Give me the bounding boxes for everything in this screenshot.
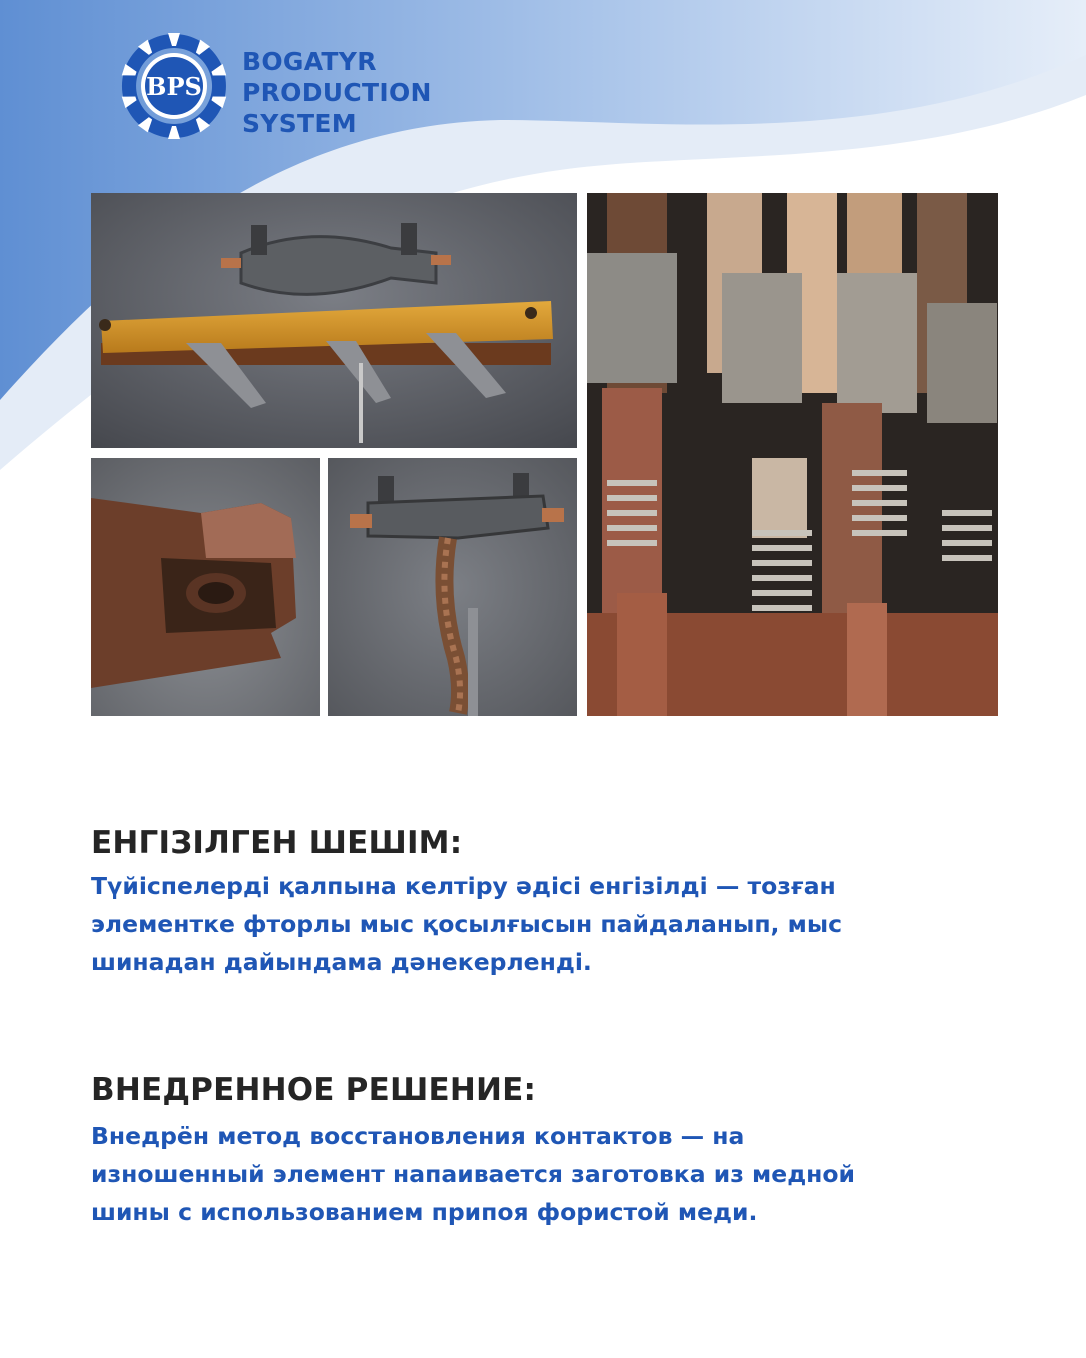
photo-contact-holder-with-braid bbox=[328, 458, 577, 716]
logo-monogram: BPS bbox=[146, 72, 202, 101]
section-text-line: Внедрён метод восстановления контактов — на bbox=[91, 1122, 745, 1150]
section-text-line: Түйіспелерді қалпына келтіру әдісі енгізілді — тозған bbox=[91, 872, 836, 900]
photo-contact-bridge-assembly bbox=[91, 193, 577, 448]
section-text-russian bbox=[91, 1117, 991, 1231]
section-text-kazakh bbox=[91, 867, 991, 981]
section-text-line: шины с использованием припоя фористой меди. bbox=[91, 1198, 758, 1226]
brand-logo bbox=[118, 30, 458, 145]
section-heading-russian: ВНЕДРЕННОЕ РЕШЕНИЕ: bbox=[91, 1072, 537, 1108]
brand-name bbox=[242, 46, 432, 139]
brand-name-line-2: PRODUCTION bbox=[242, 78, 432, 107]
brand-name-line-1: BOGATYR bbox=[242, 47, 377, 76]
section-text-line: изношенный элемент напаивается заготовка из медной bbox=[91, 1160, 856, 1188]
brand-name-line-3: SYSTEM bbox=[242, 109, 357, 138]
photo-contactor-installed-view bbox=[587, 193, 998, 716]
section-text-line: элементке фторлы мыс қосылғысын пайдаланып, мыс bbox=[91, 910, 843, 938]
photo-worn-contact-closeup bbox=[91, 458, 320, 716]
section-text-line: шинадан дайындама дәнекерленді. bbox=[91, 948, 592, 976]
section-heading-kazakh: ЕНГІЗІЛГЕН ШЕШІМ: bbox=[91, 825, 463, 861]
gear-logo-icon bbox=[118, 30, 230, 142]
